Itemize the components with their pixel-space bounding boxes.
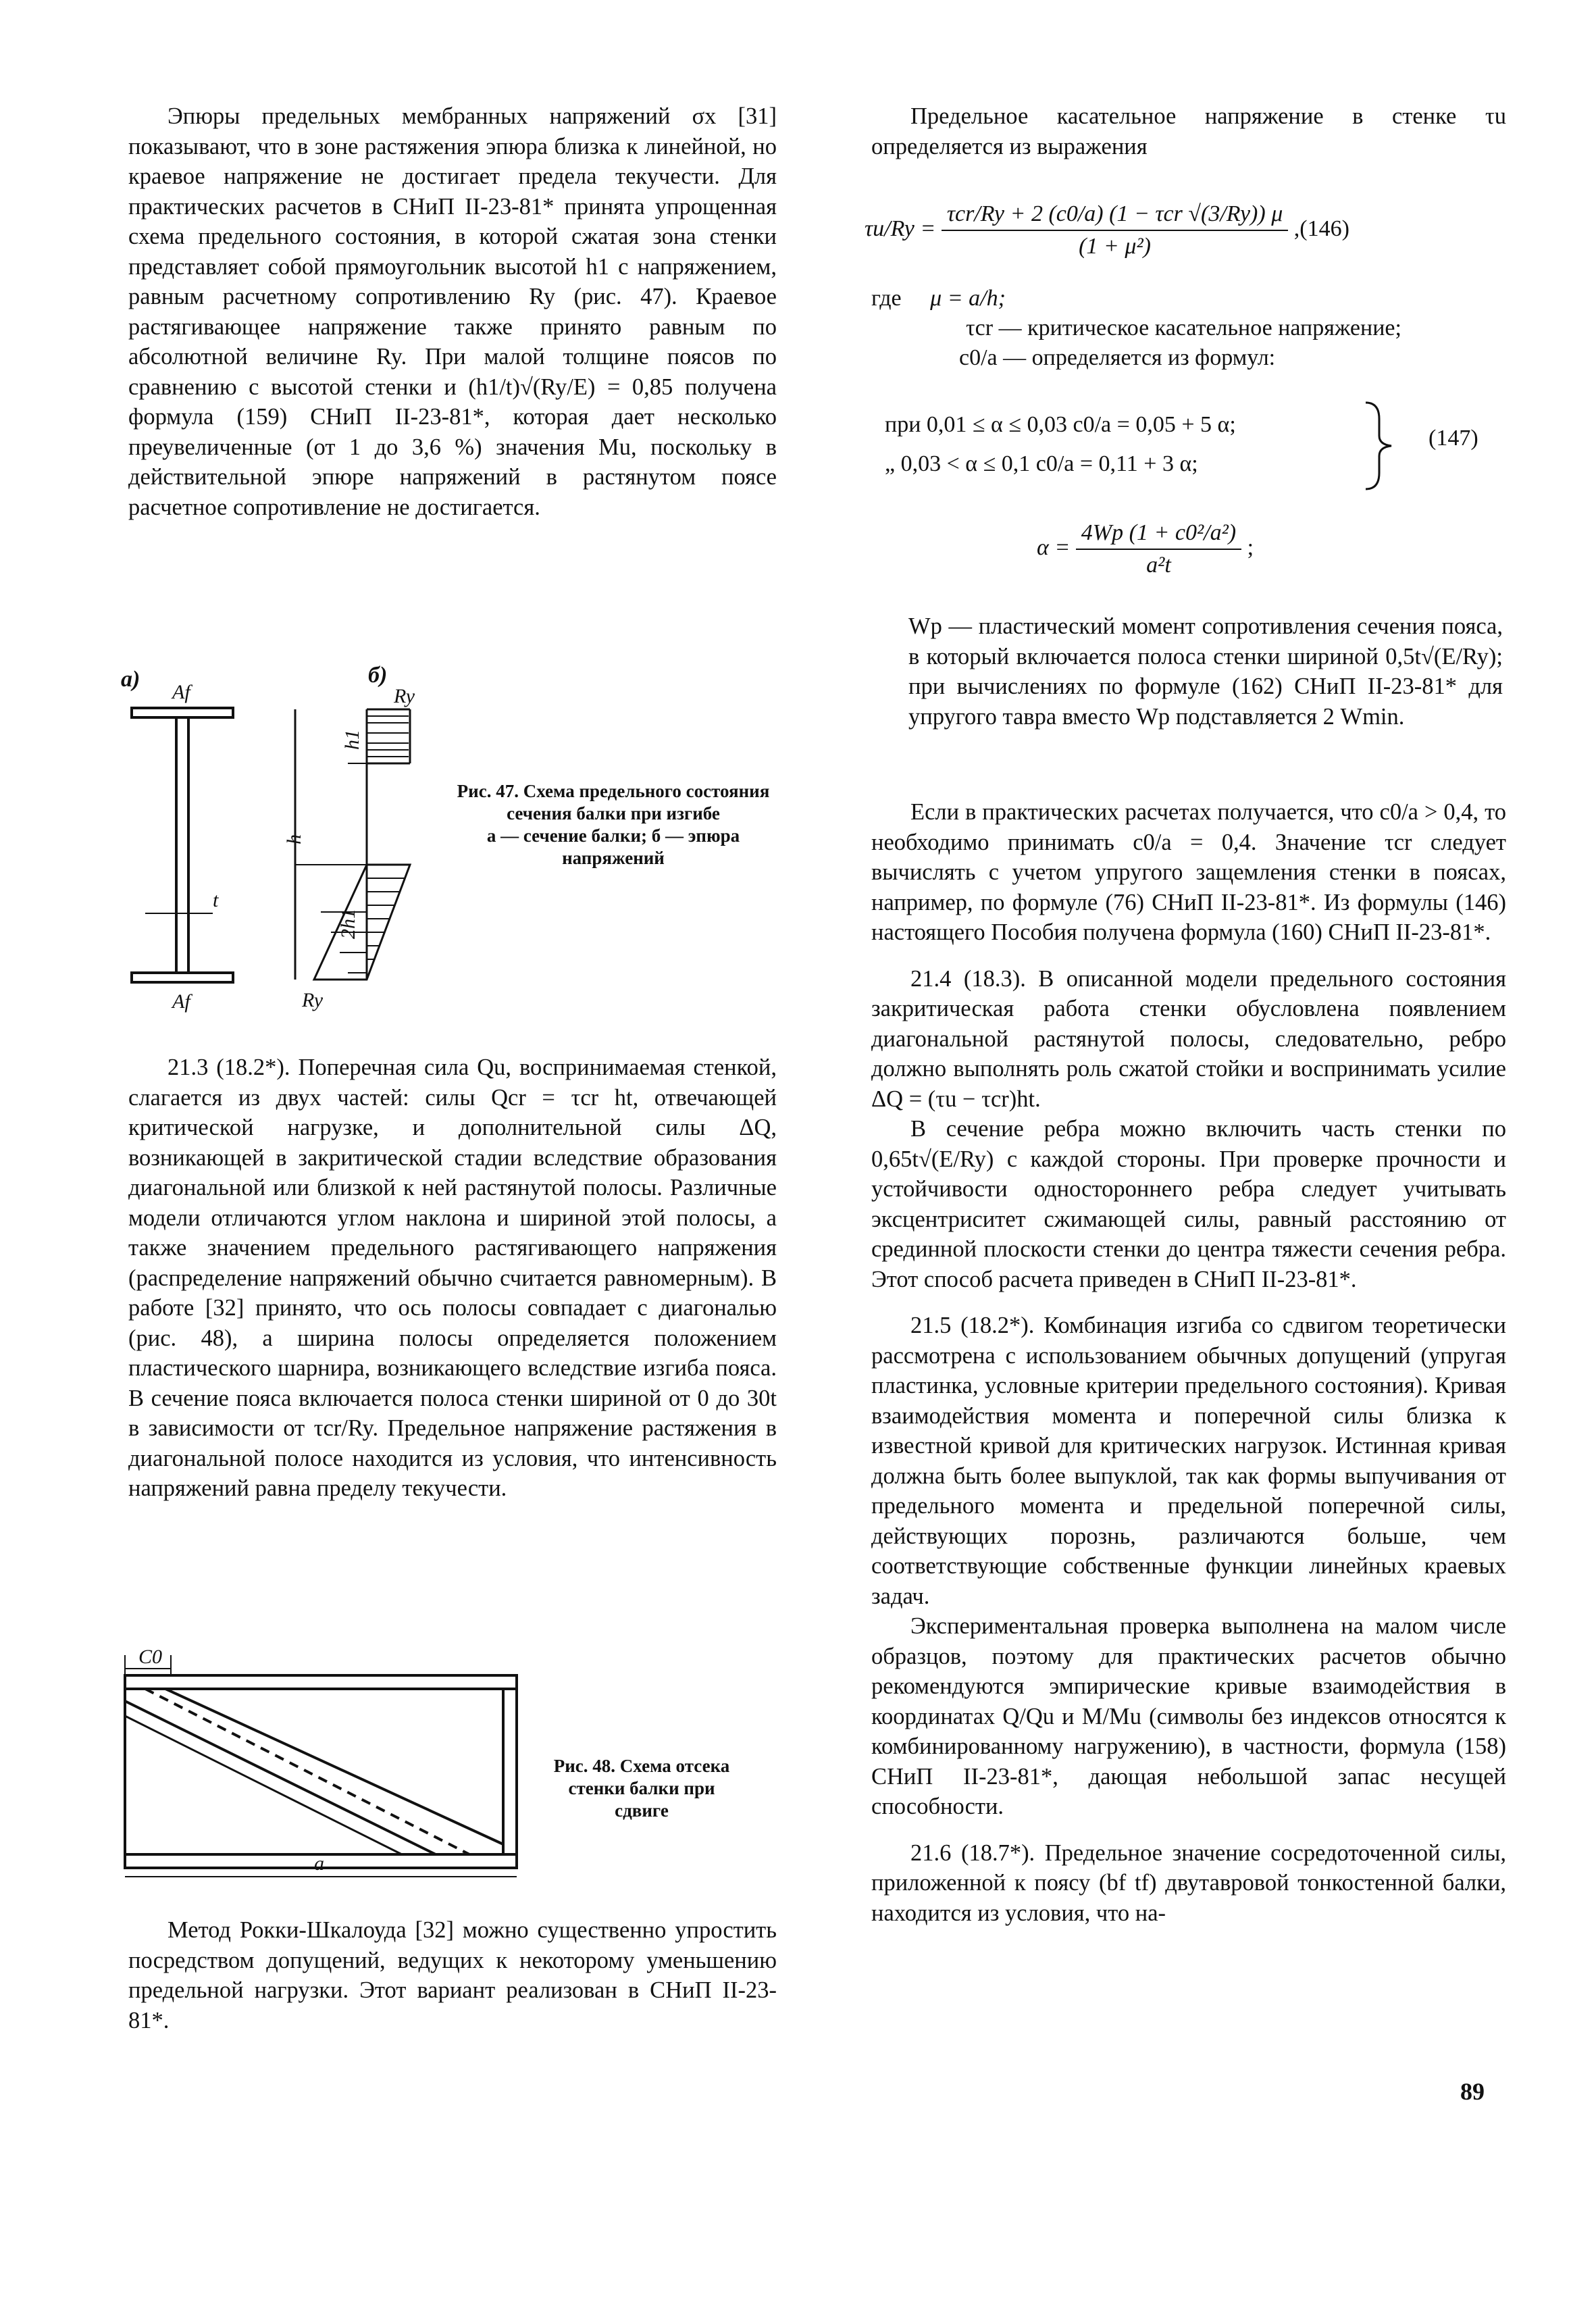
fig47-caption-sub: а — сечение балки; б — эпюра напряжений — [486, 826, 740, 868]
c0-definition: c0/a — определяется из формул: — [959, 345, 1276, 370]
paragraph-rockey: Метод Рокки-Шкалоуда [32] можно существенно упростить посредством допущений, ведущих к некоторому уменьшению предельной нагрузки. Этот вариант реализован в СНиП II-23-81*. — [128, 1917, 777, 2033]
left-column-bottom — [128, 1915, 777, 2035]
fig47-caption-title: Рис. 47. Схема предельного состояния сечения балки при изгибе — [457, 781, 770, 823]
formula-146-tag: ,(146) — [1293, 216, 1349, 241]
page-number: 89 — [1460, 2078, 1485, 2105]
formula-147-brace — [1359, 399, 1399, 493]
paragraph-21-4-rib: В сечение ребра можно включить часть стенки по 0,65t√(E/Ry) с каждой стороны. При проверке прочности и устойчивости одностороннего ребра следует учитывать эксцентриситет сжимающей силы, равный расстоянию от срединной плоскости стенки до центра тяжести сечения ребра. Этот способ расчета приведен в СНиП II-23-81*. — [871, 1116, 1506, 1292]
paragraph-21-6: 21.6 (18.7*). Предельное значение сосредоточенной силы, приложенной к поясу (bf tf) двутавровой тонкостенной балки, находится из условия, что на- — [871, 1840, 1506, 1926]
formula-alpha — [1037, 520, 1254, 578]
formula-146-lhs: τu/Ry = — [865, 216, 936, 241]
right-column-intro — [871, 101, 1506, 161]
left-column-top — [128, 101, 777, 522]
formula-146 — [865, 201, 1349, 259]
fig47-t: t — [213, 889, 219, 911]
paragraph-21-5: 21.5 (18.2*). Комбинация изгиба со сдвигом теоретически рассмотрена с использованием обычных допущений (упругая пластинка, условные критерии предельного состояния). Кривая взаимодействия момента и поперечной силы близка к известной кривой для критических нагрузок. Истинная кривая должна быть более выпуклой, так как формы выпучивания от предельного момента и предельной поперечной силы, действующих порознь, различаются больше, чем соответствующие собственные функции линейных краевых задач. — [871, 1313, 1506, 1609]
alpha-end: ; — [1247, 534, 1254, 560]
where-label: где — [871, 286, 902, 311]
alpha-numerator: 4Wp (1 + c0²/a²) — [1076, 520, 1241, 550]
left-column-middle — [128, 1053, 777, 1504]
paragraph-membrane-stress: Эпюры предельных мембранных напряжений σx [31] показывают, что в зоне растяжения эпюра близка к линейной, но краевое напряжение не достигает предела текучести. Для практических расчетов в СНиП II-23-81* принята упрощенная схема предельного состояния, в которой сжатая зона стенки представляет собой прямоугольник высотой h1 с напряжением, равным расчетному сопротивлению Ry (рис. 47). Краевое растягивающее напряжение также принято равным по абсолютной величине Ry. При малой толщине поясов по сравнению с высотой стенки и (h1/t)√(Ry/E) = 0,85 получена формула (159) СНиП II-23-81*, которая дает несколько преувеличенные (от 1 до 3,6 %) значения Mu, поскольку в действительной эпюре напряжений в растянутом поясе расчетное сопротивление не достигается. — [128, 103, 777, 520]
fig48-a: a — [314, 1852, 324, 1875]
formula-147-line2: „ 0,03 < α ≤ 0,1 c0/a = 0,11 + 3 α; — [885, 451, 1198, 476]
paragraph-21-4: 21.4 (18.3). В описанной модели предельного состояния закритическая работа стенки обусловлена появлением диагональной растянутой полосы, следовательно, ребро должно выполнять роль сжатой стойки и воспринимать усилие ΔQ = (τu − τcr)ht. — [871, 965, 1506, 1112]
paragraph-21-5-experiment: Экспериментальная проверка выполнена на малом числе образцов, поэтому для практических расчетов обычно рекомендуются эмпирические кривые взаимодействия в координатах Q/Qu и M/Mu (символы без индексов относятся к комбинированному нагружению), в частности, формула (158) СНиП II-23-81*, дающая небольшой запас несущей способности. — [871, 1613, 1506, 1819]
fig47-h1: h1 — [341, 730, 363, 750]
fig47-ry-bottom: Ry — [302, 989, 324, 1011]
formula-147-line1: при 0,01 ≤ α ≤ 0,03 c0/a = 0,05 + 5 α; — [885, 412, 1236, 437]
fig47-label-a: a) — [121, 667, 140, 692]
tau-cr-definition: τcr — критическое касательное напряжение; — [966, 315, 1401, 340]
fig47-label-b: б) — [368, 663, 388, 688]
i-beam-section — [132, 708, 233, 982]
alpha-lhs: α = — [1037, 534, 1071, 560]
fig48-c0: C0 — [138, 1648, 163, 1668]
fig47-caption — [451, 780, 775, 869]
right-column-body — [871, 797, 1506, 1928]
figure-48 — [118, 1648, 550, 1892]
fig47-af-bottom: Af — [172, 990, 190, 1013]
paragraph-tau-u-intro: Предельное касательное напряжение в стенке τu определяется из выражения — [871, 103, 1506, 159]
mu-definition: μ = a/h; — [930, 286, 1006, 311]
fig47-h: h — [283, 834, 305, 844]
alpha-denominator: a²t — [1146, 553, 1171, 578]
paragraph-c0-check: Если в практических расчетах получается, что c0/a > 0,4, то необходимо принимать c0/a = 0,4. Значение τcr следует вычислять с учетом упругого защемления стенки в поясах, например, по формуле (76) СНиП II-23-81*. Из формулы (146) настоящего Пособия получена формула (160) СНиП II-23-81*. — [871, 799, 1506, 945]
fig47-ry-top: Ry — [394, 685, 415, 707]
formula-146-denominator: (1 + μ²) — [1079, 234, 1151, 259]
formula-147 — [885, 405, 1236, 484]
wp-definition: Wp — пластический момент сопротивления сечения пояса, в который включается полоса стенки шириной 0,5t√(E/Ry); при вычислениях по формуле (162) СНиП II-23-81* для упругого тавра вместо Wp подставляется 2 Wmin. — [908, 613, 1503, 730]
fig47-2h1: 2h1 — [337, 909, 359, 939]
fig48-caption: Рис. 48. Схема отсека стенки балки при сдвиге — [553, 1756, 730, 1821]
fig47-af-top: Af — [172, 681, 190, 703]
formula-146-numerator: τcr/Ry + 2 (c0/a) (1 − τcr √(3/Ry)) μ — [942, 201, 1288, 231]
where-block — [871, 284, 1401, 373]
paragraph-21-3: 21.3 (18.2*). Поперечная сила Qu, воспринимаемая стенкой, слагается из двух частей: силы Qcr = τcr ht, отвечающей критической нагрузке, и дополнительной силы ΔQ, возникающей в закритической стадии вследствие образования диагональной или близкой к ней растянутой полосы. Различные модели отличаются углом наклона и шириной этой полосы, а также значением предельного растягивающего напряжения (распределение напряжений обычно считается равномерным). В работе [32] принято, что ось полосы совпадает с диагональю (рис. 48), а ширина полосы определяется положением пластического шарнира, возникающего вследствие изгиба пояса. В сечение пояса включается полоса стенки шириной от 0 до 30t в зависимости от τcr/Ry. Предельное напряжение растяжения в диагональной полосе находится из условия, что интенсивность напряжений равна пределу текучести. — [128, 1055, 777, 1501]
formula-147-tag: (147) — [1428, 426, 1478, 451]
